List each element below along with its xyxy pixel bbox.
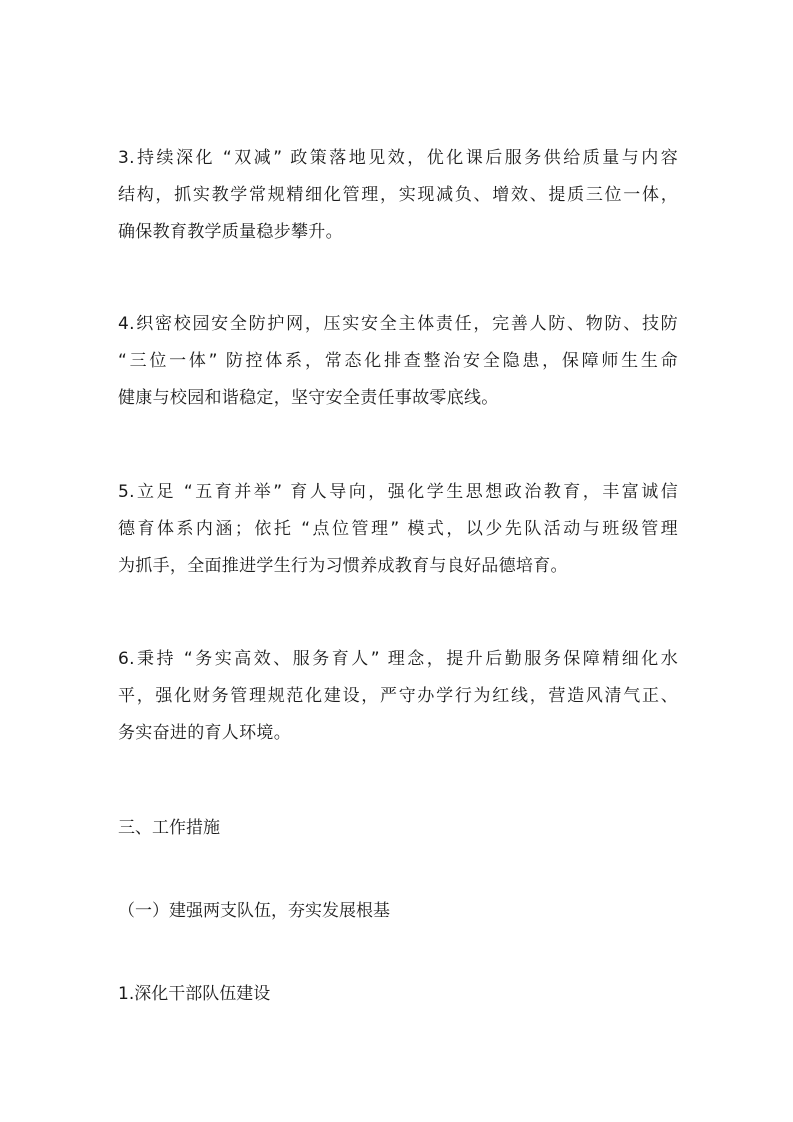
paragraph-line: 4.织密校园安全防护网，压实安全主体责任，完善人防、物防、技防	[118, 314, 678, 334]
paragraph-line: 务实奋进的育人环境。	[118, 723, 291, 743]
paragraph-line: 德育体系内涵；依托 “点位管理” 模式，以少先队活动与班级管理	[118, 519, 678, 539]
paragraph-item-6	[118, 641, 678, 752]
paragraph-line: 3.持续深化 “双减” 政策落地见效，优化课后服务供给质量与内容	[118, 148, 678, 168]
paragraph-item-4	[118, 306, 678, 417]
paragraph-line: “三位一体” 防控体系，常态化排查整治安全隐患，保障师生生命	[118, 351, 678, 371]
paragraph-line: 健康与校园和谐稳定，坚守安全责任事故零底线。	[118, 388, 499, 408]
item-heading: 1.深化干部队伍建设	[118, 984, 271, 1004]
paragraph-item-3	[118, 140, 678, 251]
section-heading: 三、工作措施	[118, 818, 220, 838]
paragraph-line: 平，强化财务管理规范化建设，严守办学行为红线，营造风清气正、	[118, 686, 678, 706]
paragraph-item-5	[118, 474, 678, 585]
paragraph-line: 为抓手，全面推进学生行为习惯养成教育与良好品德培育。	[118, 556, 568, 576]
paragraph-line: 5.立足 “五育并举” 育人导向，强化学生思想政治教育，丰富诚信	[118, 482, 678, 502]
paragraph-line: 结构，抓实教学常规精细化管理，实现减负、增效、提质三位一体，	[118, 185, 678, 205]
paragraph-line: 确保教育教学质量稳步攀升。	[118, 222, 343, 242]
subsection-heading: （一）建强两支队伍，夯实发展根基	[118, 901, 390, 921]
paragraph-line: 6.秉持 “务实高效、服务育人” 理念，提升后勤服务保障精细化水	[118, 649, 678, 669]
